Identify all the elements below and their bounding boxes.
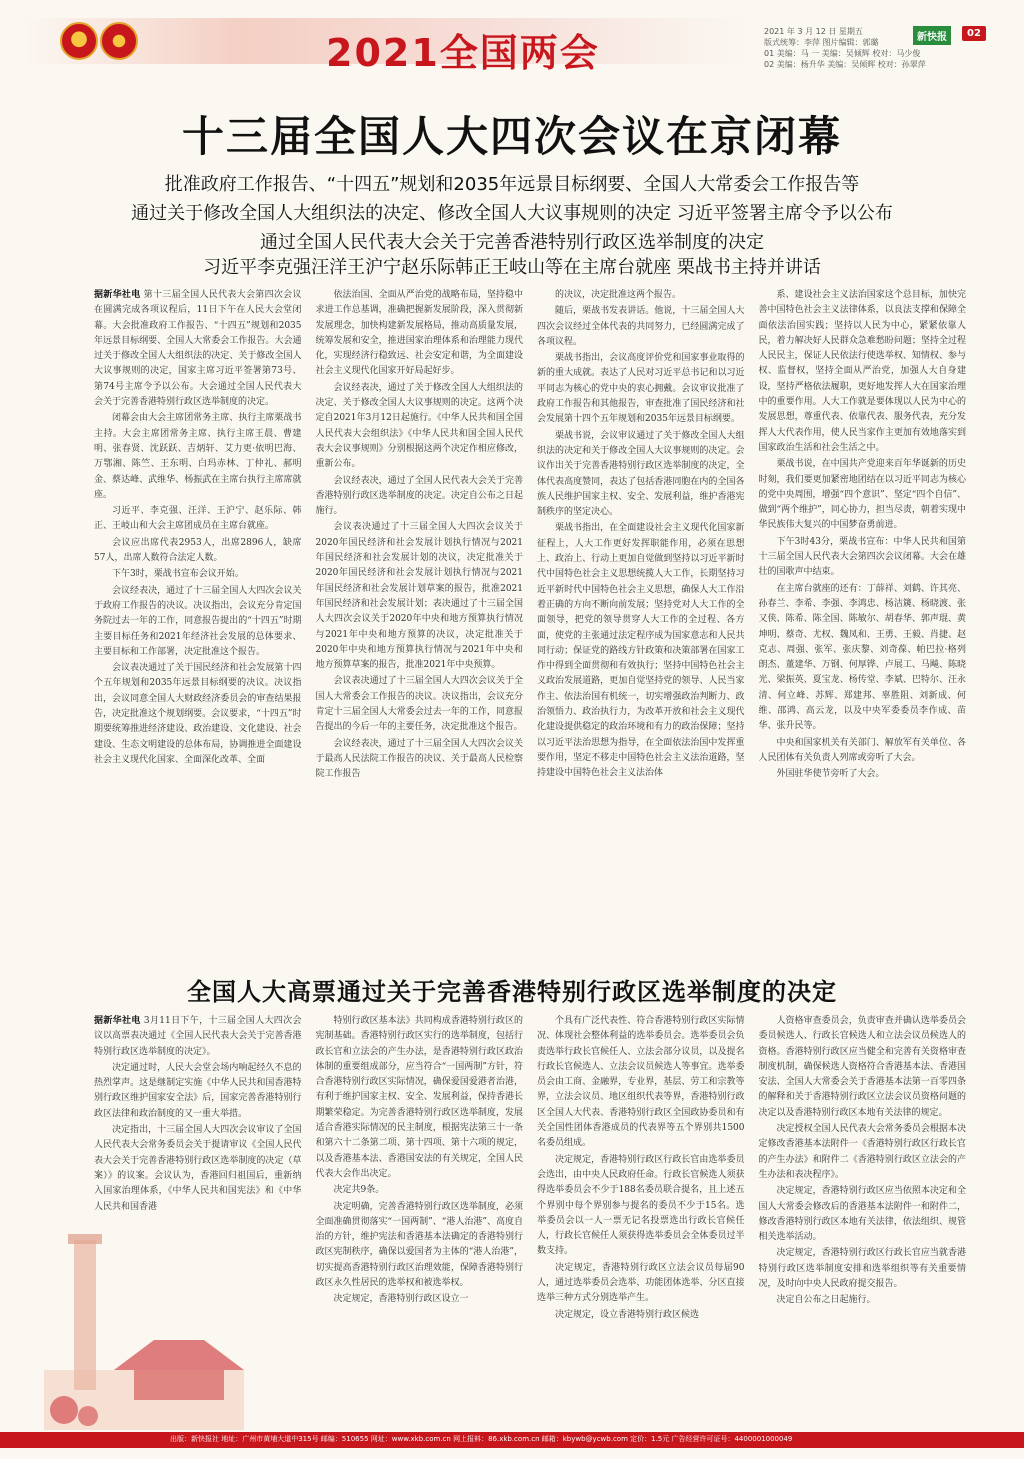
paragraph: [759, 767, 967, 782]
paragraph-text: 随后，栗战书发表讲话。他说，十三届全国人大四次会议经过全体代表的共同努力，已经圆满完成了各项议程。: [537, 306, 745, 347]
paragraph: [537, 1261, 745, 1307]
article-1-column-3: [537, 288, 745, 936]
paragraph: [537, 288, 745, 303]
paragraph-text: 会议经表决，通过了十三届全国人大四次会议关于最高人民法院工作报告的决议、关于最高人民检察院工作报告: [315, 738, 523, 780]
paragraph-text: 第十三届全国人民代表大会第四次会议在圆满完成各项议程后，11日下午在人民大会堂闭幕。大会批准政府工作报告、“十四五”规划和2035年远景目标纲要、全国人大常委会工作报告。大会通过关于修改全国人大组织法的决定、关于修改全国人大议事规则的决定，国家主席习近平签署第73号、第74号主席令予以公布。大会通过全国人民代表大会关于完善香港特别行政区选举制度的决定。: [94, 290, 302, 408]
paragraph-text: 栗战书说，会议审议通过了关于修改全国人大组织法的决定和关于修改全国人大议事规则的决定。会议作出关于完善香港特别行政区选举制度的决定，全体代表高度赞同，表达了包括香港同胞在内的全国各族人民维护国家主权、安全、发展利益，维护香港宪制秩序的坚定决心。: [537, 430, 745, 518]
paragraph: [759, 582, 967, 735]
paragraph-text: 决定指出，十三届全国人大四次会议审议了全国人民代表大会常务委员会关于提请审议《全国人民代表大会关于完善香港特别行政区选举制度的决定（草案）》的议案。会议认为，香港回归祖国后，重新纳入国家治理体系，《中华人民共和国宪法》和《中华人民共和国香港: [94, 1125, 302, 1212]
paragraph: [537, 1308, 745, 1323]
paragraph-text: 个具有广泛代表性、符合香港特别行政区实际情况、体现社会整体利益的选举委员会。选举委员会负责选举行政长官候任人、立法会部分议员，以及提名行政长官候选人、立法会议员候选人等事宜。选举委员会由工商、金融界，专业界，基层、劳工和宗教等界，立法会议员、地区组织代表等界，香港特别行政区全国人大代表、香港特别行政区全国政协委员和有关全国性团体香港成员的代表界等五个界别共1500名委员组成。: [537, 1016, 745, 1149]
page-number: 02: [962, 26, 986, 41]
edition-staff-1: 01 美编：马 一 美编：吴倾辉 校对：马少俊: [764, 49, 921, 58]
paragraph-text: 会议经表决，通过了关于修改全国人大组织法的决定、关于修改全国人大议事规则的决定。这两个决定自2021年3月12日起施行。《中华人民共和国全国人民代表大会组织法》《中华人民共和国全国人民代表大会议事规则》分别根据这两个决定作相应修改，重新公布。: [315, 382, 523, 470]
paragraph-text: 会议表决通过了关于国民经济和社会发展第十四个五年规划和2035年远景目标纲要的决议。决议指出，会议同意全国人大财政经济委员会的审查结果报告，决定批准这个规划纲要。会议要求，“十四五”时期要统筹推进经济建设、政治建设、文化建设、社会建设、生态文明建设的总体布局，协调推进全面建设社会主义现代化国家、全面深化改革、全面: [94, 663, 302, 765]
edition-staff-2: 02 美编：杨升华 美编：吴倾辉 校对：孙翠萍: [764, 60, 926, 69]
paragraph-text: 决定共9条。: [333, 1185, 385, 1196]
paragraph-text: 闭幕会由大会主席团常务主席、执行主席栗战书主持。大会主席团常务主席、执行主席王晨、曹建明、张春贤、沈跃跃、吉炳轩、艾力更·依明巴海、万鄂湘、陈竺、王东明、白玛赤林、丁仲礼、郝明金、蔡达峰、武维华、杨振武在主席台执行主席席就座。: [94, 413, 302, 500]
paragraph: [94, 661, 302, 768]
article-1-column-1: [94, 288, 302, 936]
edition-date: 2021 年 3 月 12 日 星期五: [764, 27, 863, 36]
paragraph-text: 会议表决通过了十三届全国人大四次会议关于全国人大常委会工作报告的决议。决议指出，会议充分肯定十三届全国人大常委会过去一年的工作，同意报告提出的今后一年的主要任务，决定批准这个报告。: [315, 676, 523, 733]
paragraph: [537, 429, 745, 521]
paragraph: [94, 411, 302, 503]
paragraph: [759, 1246, 967, 1292]
paragraph-text: 下午3时，栗战书宣布会议开始。: [112, 569, 244, 580]
paragraph-text: 决定通过时，人民大会堂会场内响起经久不息的热烈掌声。这是继制定实施《中华人民共和国香港特别行政区维护国家安全法》后，国家完善香港特别行政区法律和政治制度的又一重大举措。: [94, 1062, 302, 1119]
paragraph: [759, 1293, 967, 1308]
paragraph-text: 中央和国家机关有关部门、解放军有关单位、各人民团体有关负责人列席或旁听了大会。: [758, 737, 966, 763]
paragraph-text: 决定规定，香港特别行政区应当依照本决定和全国人大常委会修改后的香港基本法附件一和附件二，修改香港特别行政区本地有关法律，依法组织、规管相关选举活动。: [758, 1186, 966, 1243]
article-2-column-1: [94, 1014, 302, 1416]
paragraph-text: 栗战书指出，会议高度评价党和国家事业取得的新的重大成就。表达了人民对习近平总书记和以习近平同志为核心的党中央的衷心拥戴。会议审议批准了政府工作报告和其他报告，审查批准了国民经济和社会发展第十四个五年规划和2035年远景目标纲要。: [537, 353, 745, 425]
paragraph: [759, 1122, 967, 1183]
paragraph: [537, 351, 745, 427]
paragraph-text: 决定自公布之日起施行。: [776, 1295, 876, 1306]
paragraph: [316, 1292, 524, 1307]
subheadline-2: 通过关于修改全国人大组织法的决定、修改全国人大议事规则的决定 习近平签署主席令予以公布: [131, 203, 893, 224]
paragraph: [759, 457, 967, 533]
paragraph-text: 栗战书指出，在全面建设社会主义现代化国家新征程上，人大工作更好发挥职能作用，必须在思想上、政治上、行动上更加自觉做到坚持以习近平新时代中国特色社会主义思想统揽人大工作，长期坚持习近平新时代中国特色社会主义思想，确保人大工作沿着正确的方向不断向前发展；坚持党对人大工作的全面领导，把党的领导贯穿人大工作的全过程、各方面，使党的主张通过法定程序成为国家意志和人民共同行动；保证党的路线方针政策和决策部署在国家工作中得到全面贯彻和有效执行；坚持中国特色社会主义政治发展道路，更加自觉坚持党的领导、人民当家作主、依法治国有机统一，切实增强政治判断力、政治领悟力、政治执行力，为改革开放和社会主义现代化建设提供稳定的政治环境和有力的政治保障；坚持以习近平法治思想为指导，在全面依法治国中发挥重要作用，坚定不移走中国特色社会主义法治道路，坚持建设中国特色社会主义法治体: [537, 523, 745, 779]
paragraph-text: 决定明确，完善香港特别行政区选举制度，必须全面准确贯彻落实“一国两制”、“港人治港”、高度自治的方针，维护宪法和香港基本法确定的香港特别行政区宪制秩序，确保以爱国者为主体的“港人治港”，切实提高香港特别行政区治理效能，保障香港特别行政区永久性居民的选举权和被选举权。: [315, 1201, 523, 1289]
paragraph: [316, 520, 524, 673]
paragraph: [759, 1014, 967, 1121]
paragraph-text: 依法治国、全面从严治党的战略布局，坚持稳中求进工作总基调，准确把握新发展阶段，深入贯彻新发展理念，加快构建新发展格局，推动高质量发展，统筹发展和安全，推进国家治理体系和治理能力现代化，实现经济行稳致远、社会安定和谐，为全面建设社会主义现代化国家开好局起好步。: [315, 290, 523, 377]
paragraph: [316, 288, 524, 380]
paragraph-text: 会议应出席代表2953人，出席2896人，缺席57人，出席人数符合法定人数。: [94, 537, 302, 564]
paragraph: [759, 736, 967, 767]
paragraph: [316, 474, 524, 520]
paragraph: [316, 1200, 524, 1292]
paragraph: [94, 1014, 302, 1060]
paragraph: [94, 1061, 302, 1122]
paragraph-text: 习近平、李克强、汪洋、王沪宁、赵乐际、韩正、王岐山和大会主席团成员在主席台就座。: [94, 506, 302, 532]
paragraph-text: 决定规定，香港特别行政区行政长官应当就香港特别行政区选举制度安排和选举组织等有关重要情况，及时向中央人民政府提交报告。: [758, 1248, 966, 1290]
paragraph: [537, 521, 745, 781]
masthead: [0, 0, 1024, 82]
article-1-column-2: [316, 288, 524, 936]
byline: 据新华社电: [94, 290, 141, 300]
subheadline-1: 批准政府工作报告、“十四五”规划和2035年远景目标纲要、全国人大常委会工作报告等: [164, 174, 860, 195]
second-headline: 全国人大高票通过关于完善香港特别行政区选举制度的决定: [187, 977, 837, 1006]
paragraph: [537, 1153, 745, 1260]
footer-bar: [0, 1432, 1024, 1448]
section-title: 2021全国两会: [326, 31, 600, 75]
paragraph: [759, 1184, 967, 1245]
paragraph: [316, 381, 524, 473]
paragraph: [537, 1014, 745, 1152]
paragraph-text: 系、建设社会主义法治国家这个总目标，加快完善中国特色社会主义法律体系，以良法支撑和保障全面依法治国实践；坚持以人民为中心，紧紧依靠人民，着力解决好人民群众急难愁盼问题；坚持全过程人民民主，保证人民依法行使选举权、知情权、参与权、监督权，坚持全面从严治党，加强人大自身建设，坚持严格依法履职，更好地发挥人大在国家治理中的重要作用。人大工作就是要体现以人民为中心的发展思想，尊重代表、依靠代表、服务代表，充分发挥人大代表作用，使人民当家作主更加有效地落实到国家政治生活和社会生活之中。: [758, 290, 966, 453]
paragraph: [316, 1183, 524, 1198]
paragraph-text: 决定规定，香港特别行政区设立一: [333, 1294, 469, 1305]
article-2-column-4: [759, 1014, 967, 1416]
byline: 据新华社电: [94, 1016, 141, 1026]
article-1-column-4: [759, 288, 967, 936]
paragraph-text: 的决议，决定批准这两个报告。: [555, 290, 682, 300]
subheadline-4: 习近平李克强汪洋王沪宁赵乐际韩正王岐山等在主席台就座 栗战书主持并讲话: [203, 257, 821, 278]
paragraph-text: 人资格审查委员会，负责审查并确认选举委员会委员候选人、行政长官候选人和立法会议员候选人的资格。香港特别行政区应当健全和完善有关资格审查制度机制，确保候选人资格符合香港基本法、香港国安法、全国人大常委会关于香港基本法第一百零四条的解释和关于香港特别行政区立法会议员资格问题的决定以及香港特别行政区本地有关法律的规定。: [758, 1016, 966, 1118]
paragraph-text: 决定规定，香港特别行政区行政长官由选举委员会选出，由中央人民政府任命。行政长官候选人须获得选举委员会不少于188名委员联合提名，且上述五个界别中每个界别参与提名的委员不少于15名。选举委员会以一人一票无记名投票选出行政长官候任人，行政长官候任人须获得选举委员会全体委员过半数支持。: [537, 1154, 745, 1257]
paragraph-text: 外国驻华使节旁听了大会。: [776, 769, 885, 780]
paragraph-text: 下午3时43分，栗战书宣布：中华人民共和国第十三届全国人民代表大会第四次会议闭幕。大会在雄壮的国歌声中结束。: [758, 536, 966, 578]
paragraph: [94, 536, 302, 567]
article-2-body: [94, 1014, 966, 1416]
footer-text: 出版：新快报社 地址：广州市黄埔大道中315号 邮编：510655 网址：www.xkb.com.cn 网上报料：86.xkb.com.cn 邮箱：kbywb@ycwb.com 定价：1.5元 广告经营许可证号：4400001000049: [170, 1435, 793, 1443]
paragraph-text: 3月11日下午，十三届全国人大四次会议以高票表决通过《全国人民代表大会关于完善香港特别行政区选举制度的决定》。: [94, 1016, 302, 1057]
paragraph: [316, 1014, 524, 1182]
paragraph: [759, 535, 967, 581]
paragraph: [759, 288, 967, 456]
paragraph: [316, 737, 524, 783]
paragraph: [94, 584, 302, 660]
paragraph-text: 会议经表决，通过了全国人民代表大会关于完善香港特别行政区选举制度的决定。决定自公布之日起施行。: [315, 475, 523, 517]
paragraph: [94, 504, 302, 535]
paragraph: [94, 288, 302, 410]
paragraph: [94, 1123, 302, 1215]
paragraph-text: 决定规定，设立香港特别行政区候选: [555, 1309, 700, 1320]
paragraph-text: 决定授权全国人民代表大会常务委员会根据本决定修改香港基本法附件一《香港特别行政区行政长官的产生办法》和附件二《香港特别行政区立法会的产生办法和表决程序》。: [758, 1124, 966, 1180]
paragraph: [94, 567, 302, 582]
paragraph: [316, 674, 524, 735]
article-2-column-2: [316, 1014, 524, 1416]
subheadline-3: 通过全国人民代表大会关于完善香港特别行政区选举制度的决定: [260, 232, 764, 253]
edition-editors: 版式统筹：李萍 图片编辑：郭璐: [764, 38, 879, 47]
paragraph: [537, 304, 745, 350]
paragraph-text: 栗战书说，在中国共产党迎来百年华诞新的历史时刻，我们要更加紧密地团结在以习近平同志为核心的党中央周围，增强“四个意识”、坚定“四个自信”、做到“两个维护”，同心协力，担当尽责，朝着实现中华民族伟大复兴的中国梦奋勇前进。: [758, 459, 966, 531]
paragraph-text: 会议表决通过了十三届全国人大四次会议关于2020年国民经济和社会发展计划执行情况与2021年国民经济和社会发展计划的决议，决定批准关于2020年国民经济和社会发展计划执行情况与2021年国民经济和社会发展计划草案的报告，批准2021年国民经济和社会发展计划；表决通过了十三届全国人大四次会议关于2020年中央和地方预算执行情况与2021年中央和地方预算的决议，决定批准关于2020年中央和地方预算执行情况与2021年中央和地方预算草案的报告，批准2021年中央预算。: [315, 522, 523, 671]
paragraph-text: 在主席台就座的还有：丁薛祥、刘鹤、许其亮、孙春兰、李希、李强、李鸿忠、杨洁篪、杨晓渡、张又侠、陈希、陈全国、陈敏尔、胡春华、郭声琨、黄坤明、蔡奇、尤权、魏凤和、王勇、王毅、肖捷、赵克志、周强、张军、张庆黎、刘奇葆、帕巴拉·格列朗杰、董建华、万钢、何厚铧、卢展工、马飚、陈晓光、梁振英、夏宝龙、杨传堂、李斌、巴特尔、汪永清、何立峰、苏辉、郑建邦、辜胜阻、刘新成、何维、邵鸿、高云龙，以及中央军委委员李作成、苗华、张升民等。: [758, 583, 966, 732]
article-1-body: [94, 288, 966, 936]
main-headline: 十三届全国人大四次会议在京闭幕: [181, 112, 842, 161]
paragraph-text: 特别行政区基本法》共同构成香港特别行政区的宪制基础。香港特别行政区实行的选举制度，包括行政长官和立法会的产生办法，是香港特别行政区政治体制的重要组成部分，应当符合“一国两制”方针，符合香港特别行政区实际情况，确保爱国爱港者治港，有利于维护国家主权、安全、发展利益，保持香港长期繁荣稳定。为完善香港特别行政区选举制度，发展适合香港实际情况的民主制度，根据宪法第三十一条和第六十二条第二项、第十四项、第十六项的规定，以及香港基本法、香港国安法的有关规定，全国人民代表大会作出决定。: [315, 1016, 523, 1179]
newspaper-logo: 新快报: [913, 26, 951, 45]
cppcc-emblem-icon: [100, 22, 138, 60]
paragraph-text: 会议经表决，通过了十三届全国人大四次会议关于政府工作报告的决议。决议指出，会议充分肯定国务院过去一年的工作，同意报告提出的“十四五”时期主要目标任务和2021年经济社会发展的总体要求、主要目标和工作部署，决定批准这个报告。: [94, 585, 302, 657]
article-2-column-3: [537, 1014, 745, 1416]
national-emblem-icon: [60, 22, 98, 60]
paragraph-text: 决定规定，香港特别行政区立法会议员每届90人，通过选举委员会选举、功能团体选举、分区直接选举三种方式分别选举产生。: [537, 1262, 745, 1304]
